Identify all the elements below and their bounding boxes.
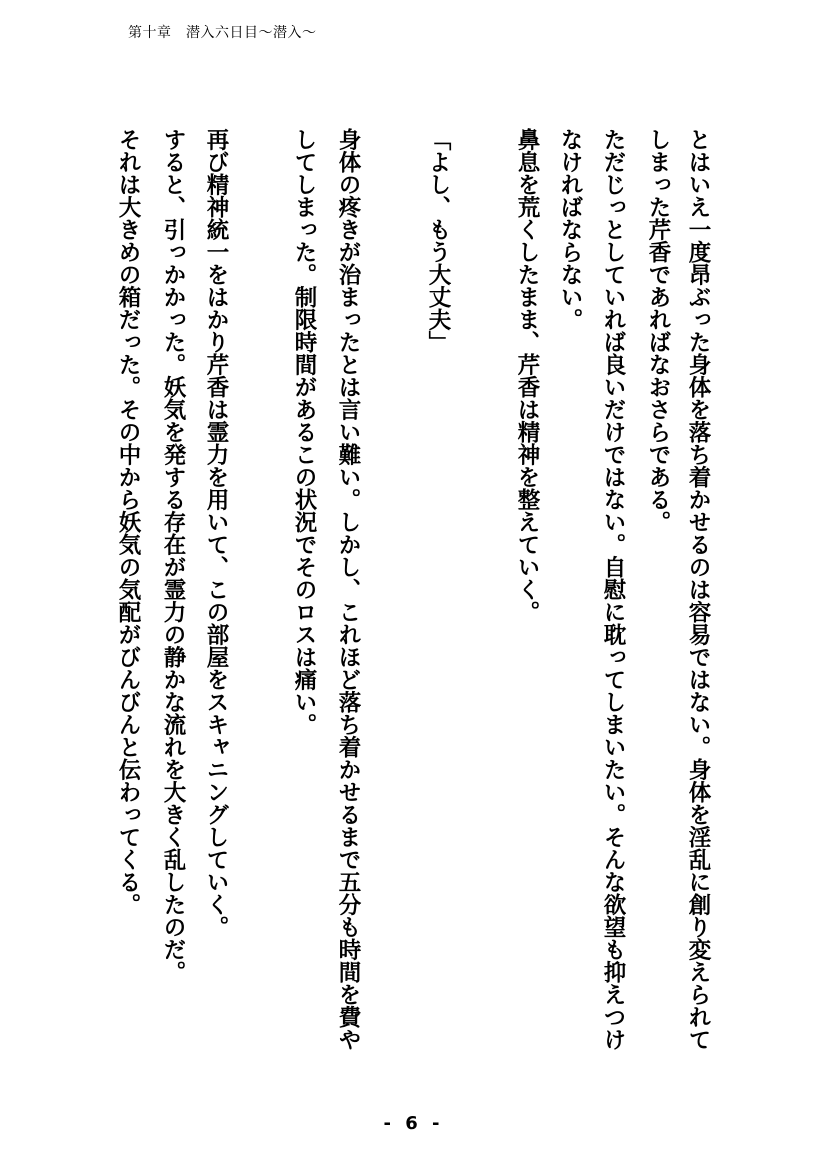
- text-line-8: してしまった。制限時間があるこの状況でそのロスは痛い。: [291, 128, 317, 736]
- text-line-1: とはいえ一度昂ぶった身体を落ち着かせるのは容易ではない。身体を淫乱に創り変えられて: [685, 128, 711, 1051]
- text-line-10: すると、引っかかった。妖気を発する存在が霊力の静かな流れを大きく乱したのだ。: [160, 128, 186, 983]
- dialogue-line: 「よし、もう大丈夫」: [425, 128, 451, 353]
- text-line-4: なければならない。: [557, 128, 583, 331]
- text-line-7: 身体の疼きが治まったとは言い難い。しかし、これほど落ち着かせるまで五分も時間を費や: [335, 128, 361, 1051]
- text-line-11: それは大きめの箱だった。その中から妖気の気配がびんびんと伝わってくる。: [115, 128, 141, 916]
- text-line-3: ただじっとしていれば良いだけではない。自慰に耽ってしまいたい。そんな欲望も抑えつけ: [600, 128, 626, 1051]
- text-line-9: 再び精神統一をはかり芹香は霊力を用いて、この部屋をスキャニングしていく。: [203, 128, 229, 938]
- text-line-2: しまった芹香であればなおさらである。: [645, 128, 671, 533]
- chapter-header: 第十章 潜入六日目〜潜入〜: [128, 25, 317, 41]
- page-number: - 6 -: [383, 1113, 444, 1134]
- text-line-5: 鼻息を荒くしたまま、芹香は精神を整えていく。: [514, 128, 540, 623]
